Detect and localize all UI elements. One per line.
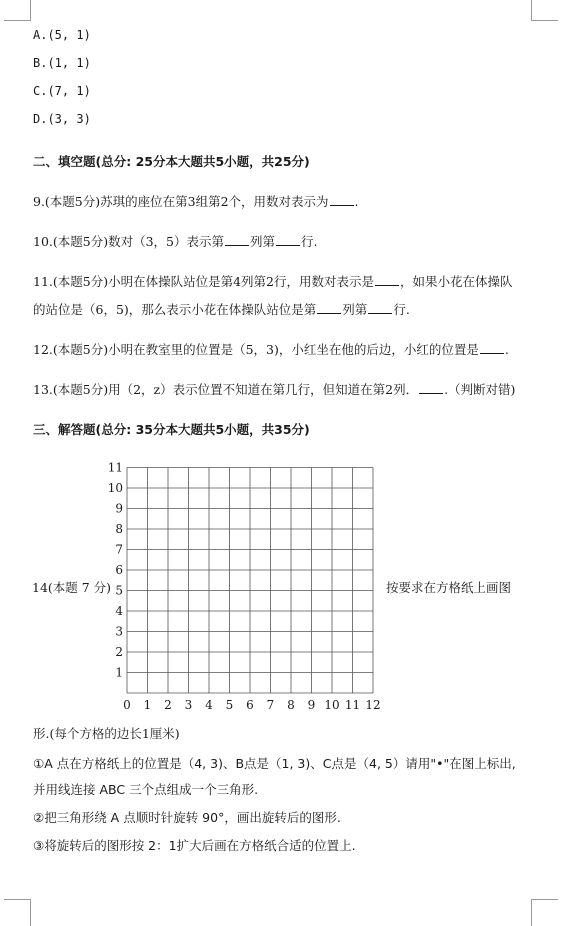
grid-y-label: 7 — [115, 542, 123, 557]
crop-mark-bottom-left — [4, 899, 31, 926]
option-c: C.(7, 1) — [33, 84, 91, 98]
crop-mark-bottom-right — [531, 899, 558, 926]
grid-x-label: 4 — [205, 698, 213, 712]
grid-y-label: 1 — [115, 665, 123, 680]
step-3: ③将旋转后的图形按 2：1扩大后画在方格纸合适的位置上. — [33, 838, 356, 853]
grid-y-label: 3 — [115, 624, 123, 639]
grid-x-label: 12 — [365, 698, 381, 712]
question-14-continuation: 形.(每个方格的边长1厘米) — [33, 726, 180, 741]
grid-y-labels — [108, 461, 124, 680]
grid-x-label: 0 — [123, 698, 131, 712]
grid-x-label: 5 — [225, 698, 234, 712]
question-11-line1: 11.(本题5分)小明在体操队站位是第4列第2行，用数对表示是 ，如果小花在体操队 — [33, 274, 513, 289]
grid-x-label: 7 — [266, 698, 275, 712]
grid-y-label: 6 — [115, 563, 123, 577]
section-2-title: 二、填空题(总分: 25分本大题共5小题，共25分) — [33, 154, 310, 169]
question-9: 9.(本题5分)苏琪的座位在第3组第2个，用数对表示为 . — [33, 194, 359, 209]
grid-x-label: 10 — [324, 698, 340, 712]
grid-x-label: 2 — [164, 698, 172, 712]
step-2: ②把三角形绕 A 点顺时针旋转 90°，画出旋转后的图形. — [33, 810, 341, 825]
grid-lines — [127, 468, 373, 694]
crop-mark-top-left — [4, 0, 31, 21]
option-b: B.(1, 1) — [33, 56, 91, 70]
grid-paper — [100, 458, 390, 718]
grid-y-label: 8 — [115, 522, 123, 536]
section-3-title: 三、解答题(总分: 35分本大题共5小题，共35分) — [33, 422, 310, 437]
question-10: 10.(本题5分)数对（3，5）表示第 列第 行. — [33, 234, 318, 249]
grid-x-label: 8 — [287, 698, 295, 712]
grid-y-label: 11 — [107, 460, 123, 475]
question-12: 12.(本题5分)小明在教室里的位置是（5，3)，小红坐在他的后边，小红的位置是 . — [33, 342, 509, 357]
grid-x-label: 11 — [344, 698, 361, 712]
grid-x-label: 9 — [307, 698, 316, 712]
option-d: D.(3, 3) — [33, 112, 91, 126]
question-14-label: 14(本题 7 分) — [32, 580, 112, 595]
question-14-right-text: 按要求在方格纸上画图 — [386, 580, 512, 595]
grid-x-label: 1 — [143, 698, 152, 712]
grid-y-label: 4 — [115, 604, 123, 618]
grid-y-label: 10 — [107, 481, 123, 495]
crop-mark-top-right — [531, 0, 558, 21]
step-1-line1: ①A 点在方格纸上的位置是（4, 3)、B点是（1, 3)、C点是（4, 5）请用"•"在图上标出, — [33, 756, 516, 771]
grid-y-label: 2 — [115, 645, 123, 659]
grid-y-label: 5 — [115, 583, 123, 598]
grid-x-labels — [123, 698, 380, 712]
grid-x-label: 3 — [184, 698, 193, 712]
question-11-line2: 的站位是（6，5)，那么表示小花在体操队站位是第 列第 行. — [33, 302, 410, 317]
grid-y-label: 9 — [115, 501, 123, 516]
grid-x-label: 6 — [246, 698, 254, 712]
step-1-line2: 并用线连接 ABC 三个点组成一个三角形. — [33, 782, 259, 797]
option-a: A.(5, 1) — [33, 28, 91, 42]
question-13: 13.(本题5分)用（2，z）表示位置不知道在第几行，但知道在第2列． .（判断对错) — [33, 382, 516, 397]
